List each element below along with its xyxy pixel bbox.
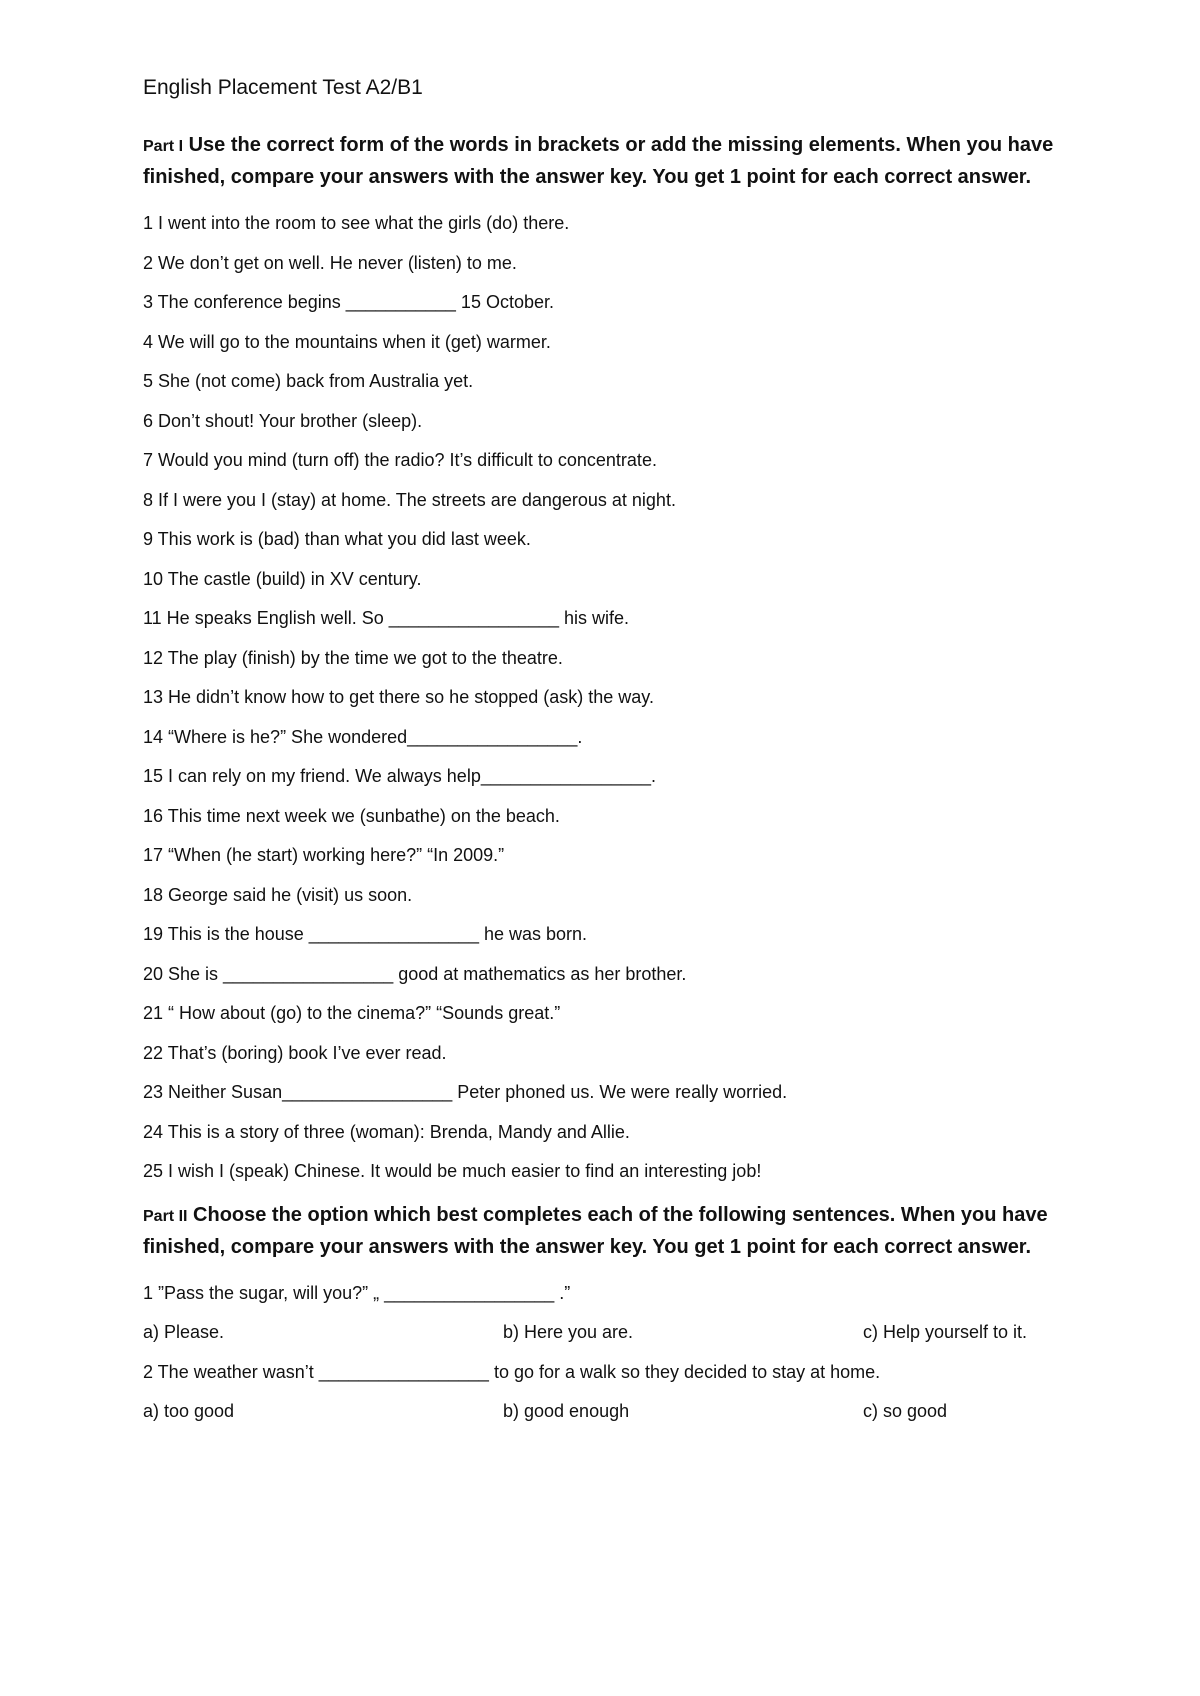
part1-item-19: 19 This is the house _________________ he was born. bbox=[143, 924, 588, 944]
option-a: a) too good bbox=[143, 1401, 235, 1421]
part1-heading bbox=[143, 130, 1073, 192]
part1-item-24: 24 This is a story of three (woman): Brenda, Mandy and Allie. bbox=[143, 1121, 630, 1142]
part2-label: Part II bbox=[143, 1207, 188, 1225]
part1-item-7: 7 Would you mind (turn off) the radio? It’s difficult to concentrate. bbox=[143, 450, 657, 470]
option-b: b) Here you are. bbox=[503, 1322, 634, 1342]
part1-item-13: 13 He didn’t know how to get there so he stopped (ask) the way. bbox=[143, 687, 654, 707]
part2-question-2-options bbox=[143, 1392, 1073, 1432]
part1-item-2: 2 We don’t get on well. He never (listen) to me. bbox=[143, 252, 517, 273]
part1-item-4: 4 We will go to the mountains when it (get) warmer. bbox=[143, 331, 551, 352]
part2-question-1-text: 1 ”Pass the sugar, will you?” „ _________________ .” bbox=[143, 1282, 571, 1303]
option-c: c) so good bbox=[863, 1401, 948, 1421]
document-title: English Placement Test A2/B1 bbox=[143, 76, 423, 99]
part1-item-16: 16 This time next week we (sunbathe) on the beach. bbox=[143, 805, 560, 826]
part2-question-1 bbox=[143, 1274, 1073, 1353]
part2-question-2-text: 2 The weather wasn’t _________________ to go for a walk so they decided to stay at home. bbox=[143, 1361, 881, 1382]
part1-item-12: 12 The play (finish) by the time we got to the theatre. bbox=[143, 647, 563, 668]
part1-item-18: 18 George said he (visit) us soon. bbox=[143, 884, 413, 905]
part2-question-1-options bbox=[143, 1313, 1073, 1353]
part1-item-9: 9 This work is (bad) than what you did last week. bbox=[143, 529, 531, 549]
part1-item-11: 11 He speaks English well. So _________________ his wife. bbox=[143, 608, 629, 628]
part1-item-5: 5 She (not come) back from Australia yet. bbox=[143, 371, 474, 391]
part1-item-25: 25 I wish I (speak) Chinese. It would be much easier to find an interesting job! bbox=[143, 1161, 762, 1181]
part1-item-22: 22 That’s (boring) book I’ve ever read. bbox=[143, 1042, 447, 1063]
option-b: b) good enough bbox=[503, 1401, 630, 1421]
part1-item-6: 6 Don’t shout! Your brother (sleep). bbox=[143, 410, 423, 431]
option-c: c) Help yourself to it. bbox=[863, 1322, 1028, 1342]
part1-item-3: 3 The conference begins ___________ 15 October. bbox=[143, 292, 554, 312]
part2-question-2 bbox=[143, 1353, 1073, 1432]
part1-item-15: 15 I can rely on my friend. We always help_________________. bbox=[143, 766, 657, 786]
part1-item-10: 10 The castle (build) in XV century. bbox=[143, 568, 422, 589]
part1-instructions: Use the correct form of the words in brackets or add the missing elements. When you have finished, compare your answers with the answer key. You get 1 point for each correct answer. bbox=[143, 134, 1054, 188]
document-page bbox=[143, 72, 1073, 1432]
part2-instructions: Choose the option which best completes each of the following sentences. When you have finished, compare your answers with the answer key. You get 1 point for each correct answer. bbox=[143, 1203, 1048, 1258]
part1-item-20: 20 She is _________________ good at mathematics as her brother. bbox=[143, 963, 687, 984]
part2-heading bbox=[143, 1200, 1073, 1262]
part1-label: Part I bbox=[143, 138, 184, 155]
part1-item-14: 14 “Where is he?” She wondered_________________. bbox=[143, 726, 583, 747]
part1-items bbox=[143, 204, 1073, 1192]
part1-item-17: 17 “When (he start) working here?” “In 2009.” bbox=[143, 845, 505, 865]
part1-item-8: 8 If I were you I (stay) at home. The streets are dangerous at night. bbox=[143, 489, 676, 510]
part1-item-1: 1 I went into the room to see what the girls (do) there. bbox=[143, 213, 570, 233]
part1-item-23: 23 Neither Susan_________________ Peter phoned us. We were really worried. bbox=[143, 1082, 788, 1102]
part1-item-21: 21 “ How about (go) to the cinema?” “Sounds great.” bbox=[143, 1003, 561, 1023]
option-a: a) Please. bbox=[143, 1322, 225, 1342]
